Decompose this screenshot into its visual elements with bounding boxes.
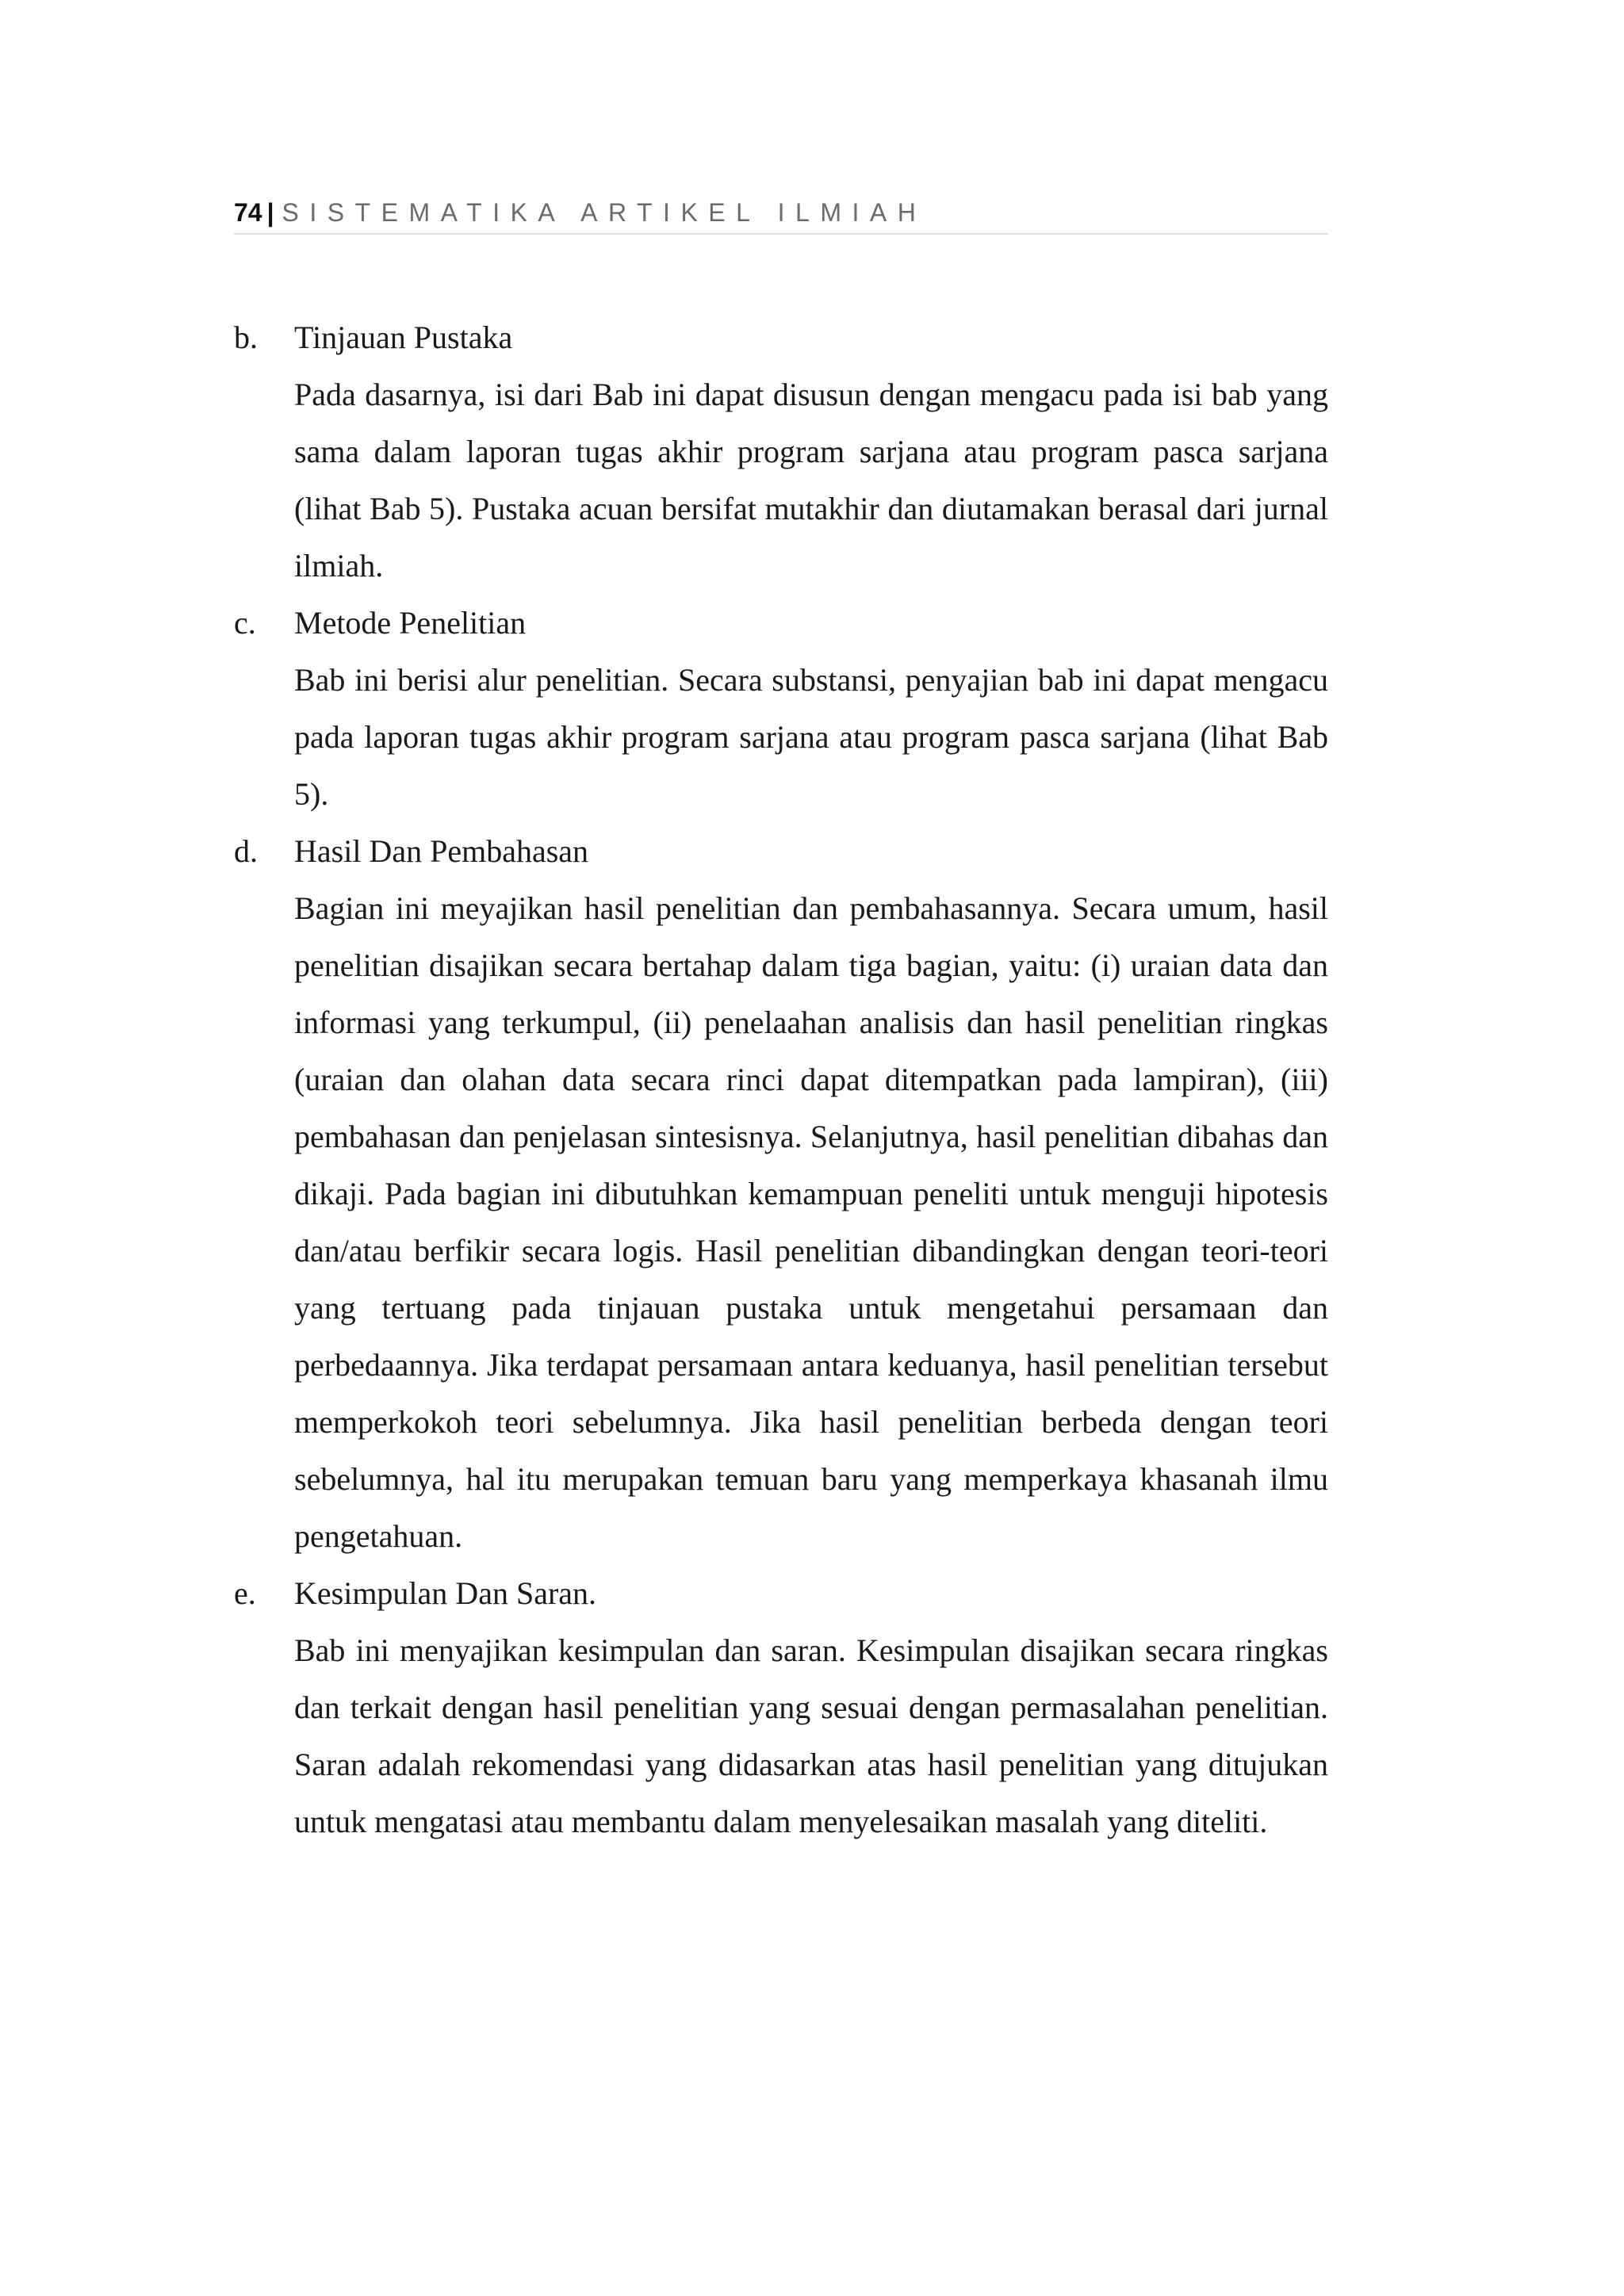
section-heading: Tinjauan Pustaka [294,320,513,355]
page-number: 74 [234,198,262,227]
section-paragraph: Bab ini menyajikan kesimpulan dan saran. Kesimpulan disajikan secara ringkas dan terkait dengan hasil penelitian yang sesuai dengan permasalahan penelitian. Saran adalah rekomendasi yang didasarkan atas hasil penelitian yang ditujukan untuk mengatasi atau membantu dalam menyelesaikan masalah yang diteliti. [294,1632,1328,1839]
header-separator: | [266,198,274,227]
section-hasil-dan-pembahasan [234,823,1328,1565]
section-paragraph: Bab ini berisi alur penelitian. Secara substansi, penyajian bab ini dapat mengacu pada laporan tugas akhir program sarjana atau program pasca sarjana (lihat Bab 5). [294,662,1328,812]
list-marker: c. [234,605,256,641]
page-body [234,309,1328,1850]
section-paragraph: Bagian ini meyajikan hasil penelitian dan pembahasannya. Secara umum, hasil penelitian disajikan secara bertahap dalam tiga bagian, yaitu: (i) uraian data dan informasi yang terkumpul, (ii) penelaahan analisis dan hasil penelitian ringkas (uraian dan olahan data secara rinci dapat ditempatkan pada lampiran), (iii) pembahasan dan penjelasan sintesisnya. Selanjutnya, hasil penelitian dibahas dan dikaji. Pada bagian ini dibutuhkan kemampuan peneliti untuk menguji hipotesis dan/atau berfikir secara logis. Hasil penelitian dibandingkan dengan teori-teori yang tertuang pada tinjauan pustaka untuk mengetahui persamaan dan perbedaannya. Jika terdapat persamaan antara keduanya, hasil penelitian tersebut memperkokoh teori sebelumnya. Jika hasil penelitian berbeda dengan teori sebelumnya, hal itu merupakan temuan baru yang memperkaya khasanah ilmu pengetahuan. [294,890,1328,1554]
section-tinjauan-pustaka [234,309,1328,595]
section-kesimpulan-dan-saran [234,1565,1328,1850]
section-metode-penelitian [234,595,1328,823]
section-heading: Metode Penelitian [294,605,527,641]
running-header [234,195,1328,235]
list-marker: d. [234,833,258,869]
list-marker: b. [234,320,258,355]
running-title: SISTEMATIKA ARTIKEL ILMIAH [282,198,927,227]
section-heading: Kesimpulan Dan Saran. [294,1575,597,1611]
section-paragraph: Pada dasarnya, isi dari Bab ini dapat disusun dengan mengacu pada isi bab yang sama dalam laporan tugas akhir program sarjana atau program pasca sarjana (lihat Bab 5). Pustaka acuan bersifat mutakhir dan diutamakan berasal dari jurnal ilmiah. [294,377,1328,584]
list-marker: e. [234,1575,256,1611]
section-heading: Hasil Dan Pembahasan [294,833,589,869]
